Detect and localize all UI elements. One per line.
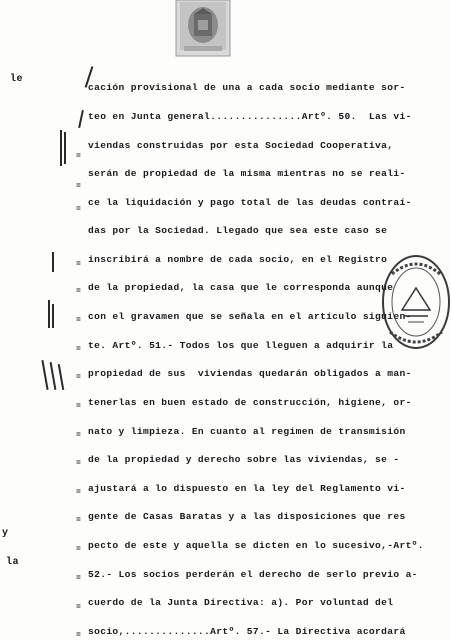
pen-mark: [64, 132, 66, 164]
text-line: ajustará a lo dispuesto en la ley del Reglamento vi-: [88, 483, 406, 494]
line-tick: =: [76, 574, 81, 583]
line-tick: =: [76, 459, 81, 468]
pen-mark: [60, 130, 62, 166]
text-line: 52.- Los socios perderán el derecho de serlo previo a-: [88, 569, 418, 580]
line-tick: =: [76, 402, 81, 411]
text-line: viendas construidas por esta Sociedad Cooperativa,: [88, 140, 394, 151]
text-line: gente de Casas Baratas y a las disposiciones que res: [88, 511, 406, 522]
text-line: propiedad de sus viviendas quedarán obligados a man-: [88, 368, 412, 379]
line-tick: =: [76, 316, 81, 325]
margin-note-middle: y: [2, 528, 9, 539]
text-line: das por la Sociedad. Llegado que sea este caso se: [88, 225, 388, 236]
line-tick: =: [76, 516, 81, 525]
line-tick: =: [76, 287, 81, 296]
line-tick: =: [76, 631, 81, 640]
text-line: serán de propiedad de la misma mientras no se reali-: [88, 168, 406, 179]
line-tick: =: [76, 205, 81, 214]
line-tick: =: [76, 373, 81, 382]
text-line: cuerdo de la Junta Directiva: a). Por voluntad del: [88, 597, 394, 608]
pen-mark: [41, 360, 48, 390]
margin-note-top: le: [10, 74, 24, 85]
text-line: con el gravamen que se señala en el artículo siguien-: [88, 311, 412, 322]
line-tick: =: [76, 345, 81, 354]
pen-mark: [52, 304, 54, 328]
pen-mark: [48, 300, 50, 328]
text-line: te. Artº. 51.- Todos los que lleguen a adquirir la: [88, 340, 394, 351]
line-tick: =: [76, 603, 81, 612]
text-line: teo en Junta general...............Artº. 50. Las vi-: [88, 111, 412, 122]
fiscal-stamp-image: [172, 0, 234, 58]
text-line: inscribirá a nombre de cada socio, en el Registro: [88, 254, 388, 265]
text-line: cación provisional de una a cada socio mediante sor-: [88, 82, 406, 93]
text-line: de la propiedad, la casa que le corresponda aunque: [88, 282, 394, 293]
text-line: tenerlas en buen estado de construcción, higiene, or-: [88, 397, 412, 408]
text-line: nato y limpieza. En cuanto al regimen de transmisión: [88, 426, 406, 437]
line-tick: =: [76, 488, 81, 497]
pen-mark: [52, 252, 54, 272]
line-tick: =: [76, 431, 81, 440]
text-line: pecto de este y aquella se dicten en lo sucesivo,-Artº.: [88, 540, 424, 551]
pen-mark: [58, 364, 64, 390]
line-tick: =: [76, 152, 81, 161]
text-line: de la propiedad y derecho sobre las viviendas, se -: [88, 454, 400, 465]
margin-note-lower: la: [6, 557, 20, 568]
line-tick: =: [76, 545, 81, 554]
pen-mark: [78, 110, 84, 128]
text-line: ce la liquidación y pago total de las deudas contraí-: [88, 197, 412, 208]
line-tick: =: [76, 182, 81, 191]
text-line: socio,..............Artº. 57.- La Directiva acordará: [88, 626, 406, 637]
line-tick: =: [76, 260, 81, 269]
pen-mark: [50, 362, 57, 390]
